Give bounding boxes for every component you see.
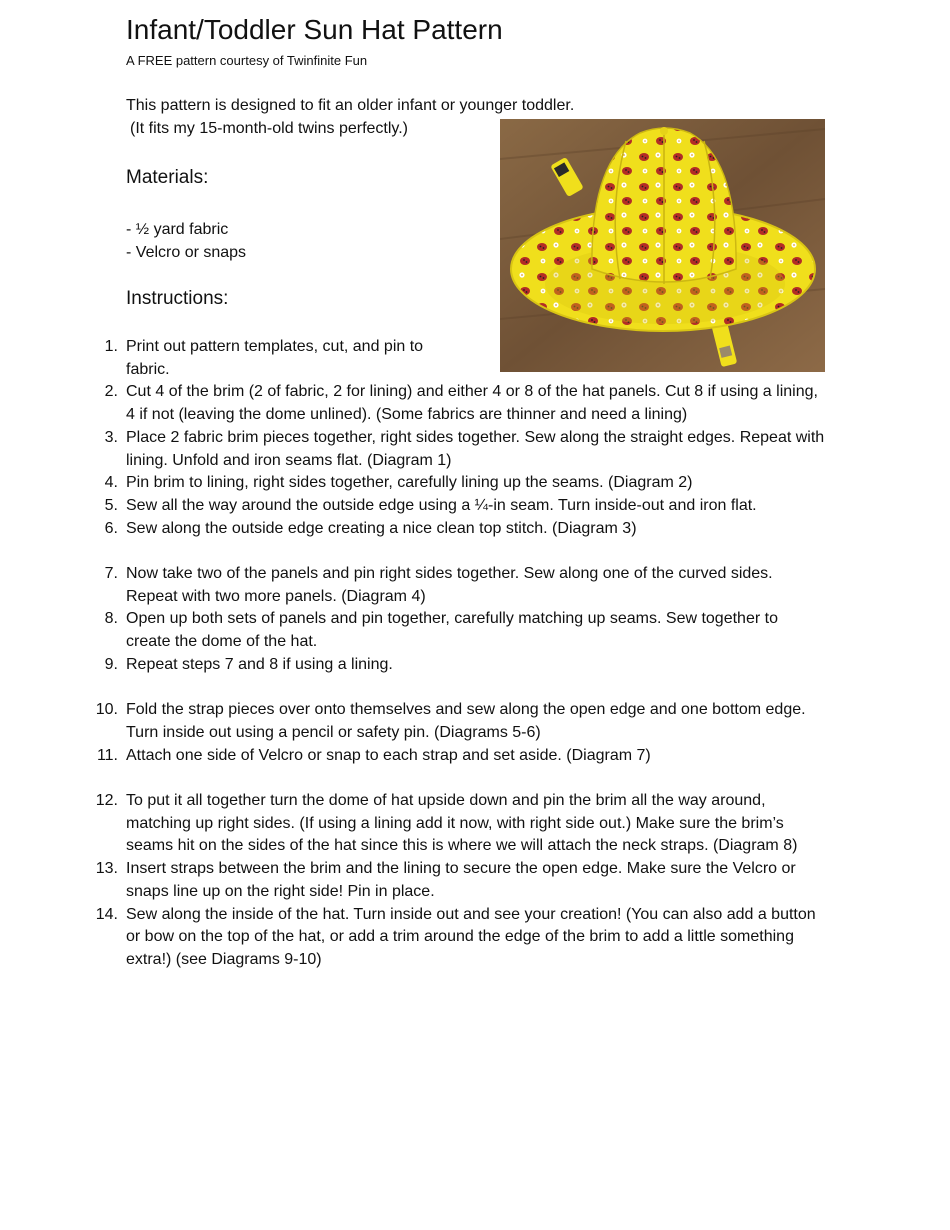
step-text: Repeat steps 7 and 8 if using a lining. bbox=[126, 655, 393, 673]
instruction-step bbox=[0, 563, 826, 608]
step-number: 14. bbox=[95, 905, 118, 923]
intro-text bbox=[126, 94, 575, 140]
step-text: Attach one side of Velcro or snap to each strap and set aside. (Diagram 7) bbox=[126, 746, 651, 764]
step-text: Place 2 fabric brim pieces together, right sides together. Sew along the straight edges. Repeat with lining. Unfold and iron seams flat. (Diagram 1) bbox=[126, 428, 825, 469]
step-number: 7. bbox=[104, 565, 118, 583]
instruction-step bbox=[0, 518, 826, 541]
instruction-step bbox=[0, 427, 826, 472]
step-text: Sew along the inside of the hat. Turn inside out and see your creation! (You can also add a button or bow on the top of the hat, or add a trim around the edge of the brim to add a little something extra!) (see Diagrams 9-10) bbox=[126, 905, 816, 968]
intro-line-2: (It fits my 15-month-old twins perfectly.) bbox=[130, 120, 408, 137]
instruction-step bbox=[0, 495, 826, 518]
step-number: 10. bbox=[95, 701, 118, 719]
page-title: Infant/Toddler Sun Hat Pattern bbox=[126, 14, 503, 45]
instruction-step bbox=[0, 790, 826, 858]
materials-heading: Materials: bbox=[126, 167, 209, 188]
step-number: 6. bbox=[104, 519, 118, 537]
instruction-step bbox=[0, 381, 826, 426]
step-number: 13. bbox=[95, 860, 118, 878]
sun-hat-photo bbox=[500, 119, 825, 372]
step-text: Pin brim to lining, right sides together, carefully lining up the seams. (Diagram 2) bbox=[126, 474, 693, 492]
material-item: - Velcro or snaps bbox=[126, 244, 247, 261]
step-text: Print out pattern templates, cut, and pin to fabric. bbox=[126, 338, 424, 378]
instructions-list bbox=[0, 336, 826, 972]
step-text: Sew along the outside edge creating a nice clean top stitch. (Diagram 3) bbox=[126, 519, 637, 537]
instruction-step bbox=[0, 745, 826, 768]
page-subtitle: A FREE pattern courtesy of Twinfinite Fun bbox=[126, 53, 368, 68]
instruction-step bbox=[0, 858, 826, 903]
step-number: 1. bbox=[104, 338, 118, 355]
step-number: 3. bbox=[104, 428, 118, 446]
sun-hat-illustration bbox=[500, 119, 825, 372]
step-text: To put it all together turn the dome of hat upside down and pin the brim all the way around, matching up right sides. (If using a lining add it now, with right side out.) Make sure the brim’s seams hit on the sides of the hat since this is where we will attach the neck straps. (Diagram 8) bbox=[126, 792, 798, 855]
step-text: Cut 4 of the brim (2 of fabric, 2 for lining) and either 4 or 8 of the hat panels. Cut 8 if using a lining, 4 if not (leaving the dome unlined). (Some fabrics are thinner and need a lining) bbox=[126, 383, 818, 424]
step-number: 12. bbox=[95, 792, 118, 810]
step-number: 2. bbox=[104, 383, 118, 401]
instruction-step bbox=[0, 904, 826, 972]
step-number: 11. bbox=[96, 746, 118, 764]
material-item: - ½ yard fabric bbox=[126, 221, 229, 238]
instruction-step bbox=[0, 608, 826, 653]
step-number: 4. bbox=[104, 474, 118, 492]
instruction-step bbox=[0, 699, 826, 744]
step-text: Open up both sets of panels and pin together, carefully matching up seams. Sew together to create the dome of the hat. bbox=[126, 610, 778, 651]
step-text: Now take two of the panels and pin right sides together. Sew along one of the curved sides. Repeat with two more panels. (Diagram 4) bbox=[126, 565, 773, 605]
step-text: Insert straps between the brim and the lining to secure the open edge. Make sure the Velcro or snaps line up on the right side! Pin in place. bbox=[126, 860, 796, 900]
instruction-step bbox=[0, 472, 826, 495]
step-number: 8. bbox=[104, 610, 118, 628]
intro-line-1: This pattern is designed to fit an older infant or younger toddler. bbox=[126, 97, 575, 114]
instruction-step bbox=[0, 336, 466, 381]
instructions-heading: Instructions: bbox=[126, 288, 229, 309]
step-number: 5. bbox=[104, 496, 118, 514]
step-number: 9. bbox=[104, 655, 118, 673]
step-text: Sew all the way around the outside edge using a ¼-in seam. Turn inside-out and iron flat. bbox=[126, 496, 757, 514]
step-text: Fold the strap pieces over onto themselves and sew along the open edge and one bottom edge. Turn inside out using a pencil or safety pin. (Diagrams 5-6) bbox=[126, 701, 806, 741]
materials-list bbox=[126, 218, 246, 264]
instruction-step bbox=[0, 654, 826, 677]
